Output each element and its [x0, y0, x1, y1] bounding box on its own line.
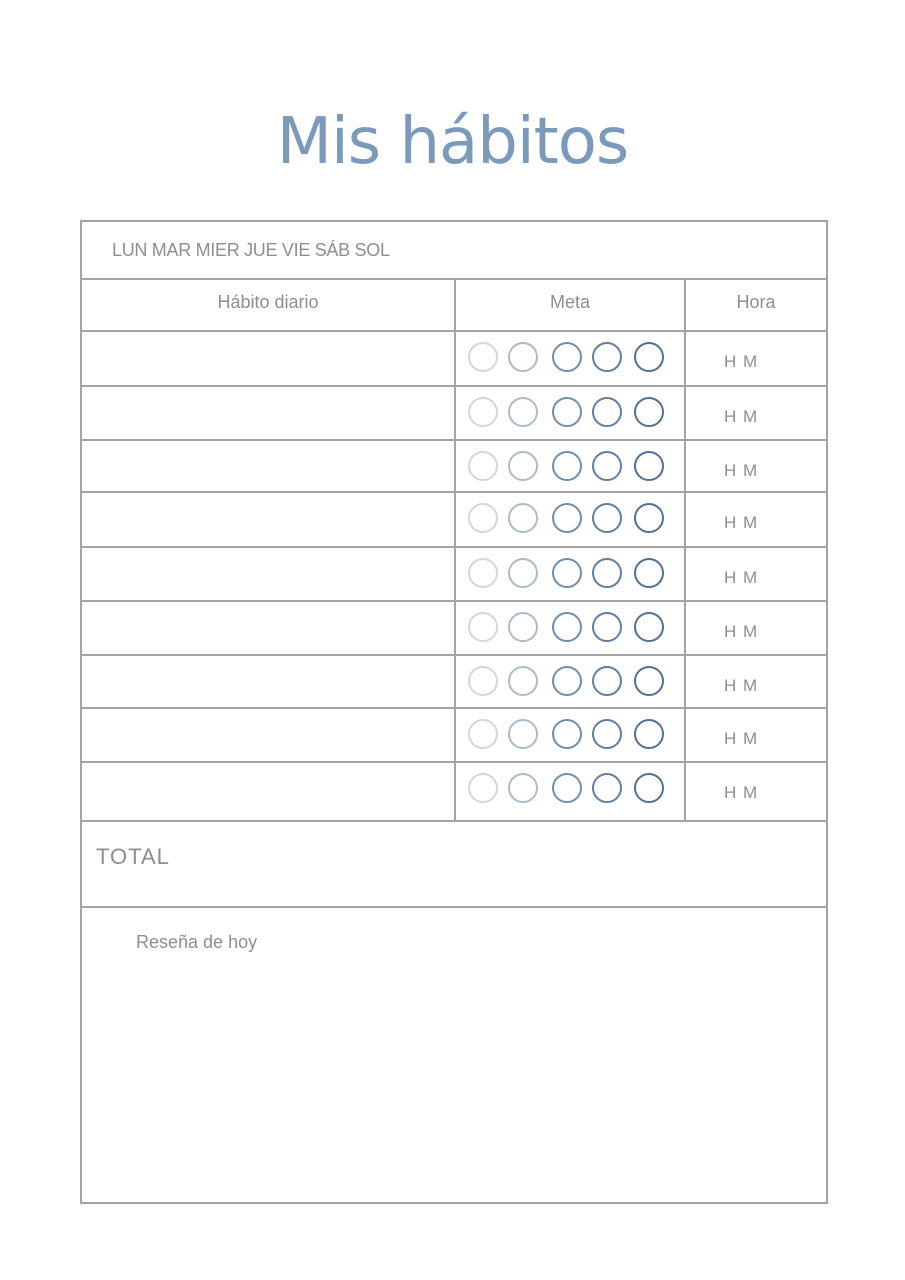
goal-circle-1[interactable]: [468, 666, 498, 696]
time-field[interactable]: H M: [724, 783, 759, 802]
goal-circle-5[interactable]: [634, 612, 664, 642]
goal-circle-4[interactable]: [592, 666, 622, 696]
total-label: TOTAL: [96, 844, 170, 869]
habit-input[interactable]: [82, 493, 454, 545]
time-field[interactable]: H M: [724, 407, 759, 426]
goal-circles: [468, 558, 678, 590]
goal-circle-3[interactable]: [552, 451, 582, 481]
habit-input[interactable]: [82, 387, 454, 439]
habit-input[interactable]: [82, 763, 454, 815]
goal-circle-5[interactable]: [634, 719, 664, 749]
goal-circle-5[interactable]: [634, 451, 664, 481]
goal-circle-2[interactable]: [508, 397, 538, 427]
time-field[interactable]: H M: [724, 513, 759, 532]
goal-circle-5[interactable]: [634, 342, 664, 372]
goal-circle-1[interactable]: [468, 503, 498, 533]
goal-circle-1[interactable]: [468, 612, 498, 642]
habit-input[interactable]: [82, 548, 454, 600]
time-field[interactable]: H M: [724, 568, 759, 587]
goal-circle-2[interactable]: [508, 773, 538, 803]
header-goal: Meta: [549, 292, 591, 312]
page-title: Mis hábitos: [276, 105, 629, 179]
goal-circle-3[interactable]: [552, 397, 582, 427]
habit-input[interactable]: [82, 602, 454, 654]
goal-circles: [468, 397, 678, 429]
goal-circle-4[interactable]: [592, 503, 622, 533]
goal-circle-4[interactable]: [592, 719, 622, 749]
habit-input[interactable]: [82, 709, 454, 761]
review-label: Reseña de hoy: [136, 932, 258, 952]
column-divider: [454, 278, 456, 822]
header-habit: Hábito diario: [217, 292, 319, 312]
goal-circles: [468, 451, 678, 483]
header-time: Hora: [736, 292, 776, 312]
goal-circles: [468, 666, 678, 698]
goal-circle-1[interactable]: [468, 397, 498, 427]
goal-circle-3[interactable]: [552, 773, 582, 803]
goal-circle-2[interactable]: [508, 451, 538, 481]
habit-tracker-sheet: [80, 220, 828, 1204]
goal-circle-2[interactable]: [508, 666, 538, 696]
goal-circle-4[interactable]: [592, 558, 622, 588]
time-field[interactable]: H M: [724, 461, 759, 480]
time-field[interactable]: H M: [724, 622, 759, 641]
goal-circle-2[interactable]: [508, 342, 538, 372]
goal-circles: [468, 342, 678, 374]
goal-circle-1[interactable]: [468, 558, 498, 588]
goal-circle-3[interactable]: [552, 666, 582, 696]
days-of-week[interactable]: LUN MAR MIER JUE VIE SÁB SOL: [112, 240, 390, 260]
goal-circle-4[interactable]: [592, 397, 622, 427]
goal-circle-4[interactable]: [592, 612, 622, 642]
goal-circle-5[interactable]: [634, 558, 664, 588]
goal-circle-1[interactable]: [468, 451, 498, 481]
time-field[interactable]: H M: [724, 352, 759, 371]
goal-circle-2[interactable]: [508, 612, 538, 642]
goal-circle-4[interactable]: [592, 451, 622, 481]
goal-circle-3[interactable]: [552, 558, 582, 588]
goal-circle-3[interactable]: [552, 612, 582, 642]
goal-circles: [468, 719, 678, 751]
goal-circle-5[interactable]: [634, 397, 664, 427]
goal-circle-3[interactable]: [552, 503, 582, 533]
goal-circle-4[interactable]: [592, 342, 622, 372]
habit-input[interactable]: [82, 656, 454, 708]
goal-circle-2[interactable]: [508, 719, 538, 749]
goal-circle-3[interactable]: [552, 719, 582, 749]
time-field[interactable]: H M: [724, 676, 759, 695]
goal-circles: [468, 612, 678, 644]
goal-circles: [468, 503, 678, 535]
goal-circle-4[interactable]: [592, 773, 622, 803]
goal-circle-3[interactable]: [552, 342, 582, 372]
goal-circle-5[interactable]: [634, 773, 664, 803]
goal-circle-1[interactable]: [468, 342, 498, 372]
goal-circle-5[interactable]: [634, 666, 664, 696]
column-divider: [684, 278, 686, 822]
habit-input[interactable]: [82, 441, 454, 493]
goal-circle-1[interactable]: [468, 719, 498, 749]
habit-input[interactable]: [82, 332, 454, 384]
goal-circles: [468, 773, 678, 805]
goal-circle-2[interactable]: [508, 503, 538, 533]
goal-circle-5[interactable]: [634, 503, 664, 533]
goal-circle-2[interactable]: [508, 558, 538, 588]
time-field[interactable]: H M: [724, 729, 759, 748]
goal-circle-1[interactable]: [468, 773, 498, 803]
